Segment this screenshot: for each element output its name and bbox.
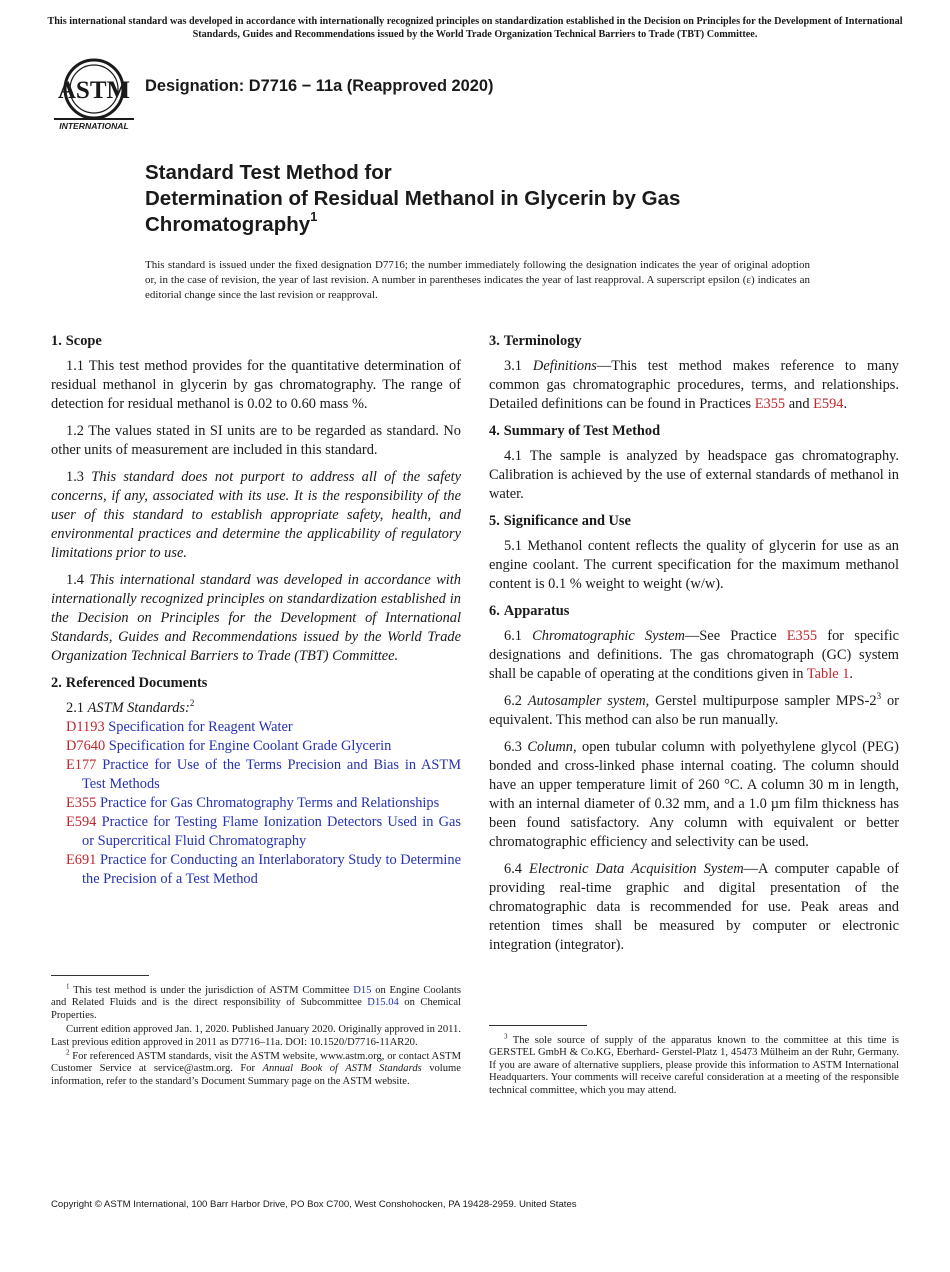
footnote-1 (51, 982, 461, 1022)
footnote-mark: 1 (66, 982, 70, 991)
paragraph-text: —This test method makes reference to many common gas chromatographic procedures, terms, and relationships. Detailed definitions can be found in Practices (489, 358, 899, 412)
section-number: 6. (489, 603, 500, 619)
paragraph-text: This standard does not purport to address all of the safety concerns, if any, associated with its use. It is the responsibility of the user of this standard to establish appropriate safety, health, and environmental practices and determine the applicability of regulatory limitations prior to use. (51, 469, 461, 561)
paragraph-number: 6.2 (504, 693, 522, 709)
reference-list (51, 718, 461, 889)
designation: Designation: D7716 − 11a (Reapproved 2020) (145, 77, 494, 95)
footnote-text: For referenced ASTM standards, visit the ASTM website, www.astm.org, or contact ASTM Customer Service at service@astm.org. For (51, 1051, 461, 1075)
issue-note: This standard is issued under the fixed designation D7716; the number immediately following the designation indicates the year of original adoption or, in the case of revision, the year of last revision. A number in parentheses indicates the year of last reapproval. A superscript epsilon (ε) indicates an editorial change since the last revision or reapproval. (145, 259, 810, 301)
reference-code-link[interactable]: E355 (66, 795, 97, 811)
reference-code-link[interactable]: D1193 (66, 719, 105, 735)
reference-code-link[interactable]: E594 (66, 814, 97, 830)
logo-subtext: INTERNATIONAL (59, 121, 129, 131)
footnote-mark: 3 (504, 1032, 508, 1041)
section-title: Significance and Use (503, 513, 631, 529)
footnote-divider (489, 1025, 587, 1026)
paragraph-number: 1.3 (66, 469, 84, 485)
footnote-divider (51, 975, 149, 976)
committee-link[interactable]: D15 (353, 985, 372, 996)
right-column (489, 332, 899, 963)
paragraph-6-3 (489, 738, 899, 852)
subsection-number: 2.1 (66, 700, 84, 716)
paragraph-text: . (849, 666, 853, 682)
paragraph-number: 6.4 (504, 861, 522, 877)
paragraph-number: 6.3 (504, 739, 522, 755)
title-line-2: Determination of Residual Methanol in Glycerin by Gas (145, 187, 681, 210)
footnote-edition: Current edition approved Jan. 1, 2020. Published January 2020. Originally approved in 2011. Last previous edition approved in 2011 as D7716–11a. DOI: 10.1520/D7716-11AR20. (51, 1024, 461, 1048)
left-column (51, 332, 461, 897)
section-heading (51, 674, 461, 692)
paragraph-text: open tubular column with polyethylene glycol (PEG) bonded and cross-linked phase internal coating. The column should have an upper temperature limit of 260 °C. A column 30 m in length, with an internal diameter of 0.32 mm, and a 1.0 µm film thickness has been found satisfactory. Any column with equivalent or better chromatographic efficiency and selectivity can be used. (489, 739, 899, 850)
reference-title-link[interactable]: Specification for Engine Coolant Grade Glycerin (108, 738, 392, 754)
paragraph-text: Gerstel multipurpose sampler MPS-2 (649, 693, 877, 709)
section-number: 2. (51, 675, 62, 691)
footnote-3 (489, 1032, 899, 1097)
footnote-italic: Annual Book of ASTM Standards (262, 1063, 422, 1075)
section-heading (489, 422, 899, 440)
copyright-footer: Copyright © ASTM International, 100 Barr Harbor Drive, PO Box C700, West Conshohocken, PA 19428-2959. United States (51, 1199, 577, 1210)
section-heading (51, 332, 461, 350)
paragraph-number: 6.1 (504, 628, 522, 644)
paragraph-text: This international standard was developed in accordance with internationally recognized principles on standardization established in the Decision on Principles for the Development of International Standards, Guides and Recommendations issued by the World Trade Organization Technical Barriers to Trade (TBT) Committee. (51, 572, 461, 664)
paragraph-number: 1.4 (66, 572, 84, 588)
footnote-text: on Engine Coolants and Related Fluids and is the direct responsibility of Subcommittee (51, 985, 461, 1009)
paragraph-1-4 (51, 571, 461, 666)
section-heading (489, 512, 899, 530)
footnote-mark: 2 (189, 698, 195, 709)
subsection-title: ASTM Standards: (87, 700, 190, 716)
list-item (51, 794, 461, 813)
reference-title-link[interactable]: Specification for Reagent Water (108, 719, 293, 735)
list-item (51, 851, 461, 889)
footnote-text: This test method is under the jurisdiction of ASTM Committee (69, 985, 354, 996)
paragraph-6-4 (489, 860, 899, 955)
paragraph-text: and (785, 396, 814, 412)
subcommittee-link[interactable]: D15.04 (367, 997, 399, 1009)
title-line-3 (145, 209, 845, 238)
footnote-2 (51, 1048, 461, 1088)
table-1-link[interactable]: Table 1 (806, 666, 850, 682)
paragraph-text: for specific designations and definitions. The gas chromatograph (GC) system shall be capable of operating at the conditions given in (489, 628, 899, 682)
section-referenced-documents (51, 674, 461, 889)
section-title: Terminology (503, 333, 582, 349)
footnote-text: volume information, refer to the standard’s Document Summary page on the ASTM website. (51, 1063, 461, 1087)
title-line-3-text: Chromatography (145, 213, 311, 236)
logo-text: ASTM (57, 77, 131, 104)
astm-logo-icon (52, 58, 136, 132)
paragraph-3-1 (489, 357, 899, 414)
astm-logo (52, 58, 136, 132)
e355-link[interactable]: E355 (786, 628, 818, 644)
top-notice: This international standard was developed in accordance with internationally recognized principles on standardization established in the Decision on Principles for the Development of International Standards, Guides and Recommendations issued by the World Trade Organization Technical Barriers to Trade (TBT) Committee. (47, 16, 903, 40)
paragraph-number: 3.1 (504, 358, 522, 374)
section-number: 3. (489, 333, 500, 349)
section-title: Apparatus (503, 603, 570, 619)
section-title: Summary of Test Method (503, 423, 661, 439)
reference-title-link[interactable]: Practice for Gas Chromatography Terms and Relationships (100, 795, 440, 811)
term: Column, (527, 739, 577, 755)
section-summary (489, 422, 899, 504)
footnotes-left (51, 975, 461, 1090)
paragraph-text: . (843, 396, 848, 412)
footnote-text: The sole source of supply of the apparatus known to the committee at this time is GERSTEL GmbH & Co.KG, Eberhard- Gerstel-Platz 1, 45473 Mülheim an der Ruhr, Germany. If you are aware of alternative suppliers, please provide this information to ASTM International Headquarters. Your comments will receive careful consideration at a meeting of the responsible technical committee, which you may attend. (489, 1035, 899, 1096)
title-line-1: Standard Test Method for (145, 161, 392, 184)
section-scope (51, 332, 461, 666)
paragraph-text: or equivalent. This method can also be run manually. (489, 693, 899, 728)
astm-standards-subheading (51, 699, 461, 718)
section-title: Referenced Documents (65, 675, 208, 691)
section-number: 4. (489, 423, 500, 439)
list-item (51, 737, 461, 756)
e355-link[interactable]: E355 (754, 396, 786, 412)
footnote-mark: 2 (66, 1048, 70, 1057)
title-footnote-mark: 1 (310, 209, 318, 225)
section-number: 5. (489, 513, 500, 529)
section-title: Scope (65, 333, 102, 349)
paragraph-1-3 (51, 468, 461, 563)
section-heading (489, 602, 899, 620)
paragraph-4-1: 4.1 The sample is analyzed by headspace gas chromatography. Calibration is achieved by the use of external standards of methanol in water. (489, 448, 899, 502)
section-number: 1. (51, 333, 62, 349)
reference-code-link[interactable]: E691 (66, 852, 97, 868)
reference-title-link[interactable]: Practice for Use of the Terms Precision and Bias in ASTM Test Methods (82, 757, 461, 792)
section-apparatus (489, 602, 899, 955)
reference-code-link[interactable]: D7640 (66, 738, 106, 754)
paragraph-1-2: 1.2 The values stated in SI units are to be regarded as standard. No other units of measurement are included in this standard. (51, 423, 461, 458)
term: Definitions (532, 358, 597, 374)
paragraph-6-2 (489, 692, 899, 730)
list-item (51, 756, 461, 794)
section-significance (489, 512, 899, 594)
e594-link[interactable]: E594 (813, 396, 844, 412)
paragraph-6-1 (489, 627, 899, 684)
section-terminology (489, 332, 899, 414)
reference-title-link[interactable]: Practice for Conducting an Interlaboratory Study to Determine the Precision of a Test Method (82, 852, 461, 887)
paragraph-text: —See Practice (684, 628, 787, 644)
reference-title-link[interactable]: Practice for Testing Flame Ionization Detectors Used in Gas or Supercritical Fluid Chromatography (82, 814, 461, 849)
list-item (51, 718, 461, 737)
term: Electronic Data Acquisition System (529, 861, 744, 877)
term: Autosampler system, (527, 693, 650, 709)
paragraph-text: —A computer capable of providing real-time graphic and digital presentation of the chromatographic data is recommended for use. Peak areas and retention times shall be measured by computer or electronic integration (integrator). (489, 861, 899, 953)
document-title (145, 160, 845, 238)
footnote-mark: 3 (876, 691, 882, 702)
paragraph-1-1: 1.1 This test method provides for the quantitative determination of residual methanol in glycerin by gas chromatography. The range of detection for residual methanol is 0.02 to 0.60 mass %. (51, 358, 461, 412)
reference-code-link[interactable]: E177 (66, 757, 97, 773)
section-heading (489, 332, 899, 350)
footnote-text: on Chemical Properties. (51, 997, 461, 1021)
term: Chromatographic System (532, 628, 685, 644)
paragraph-5-1: 5.1 Methanol content reflects the quality of glycerin for use as an engine coolant. The current specification for the maximum methanol content is 0.1 % weight to weight (w/w). (489, 538, 899, 592)
footnotes-right (489, 1025, 899, 1099)
list-item (51, 813, 461, 851)
